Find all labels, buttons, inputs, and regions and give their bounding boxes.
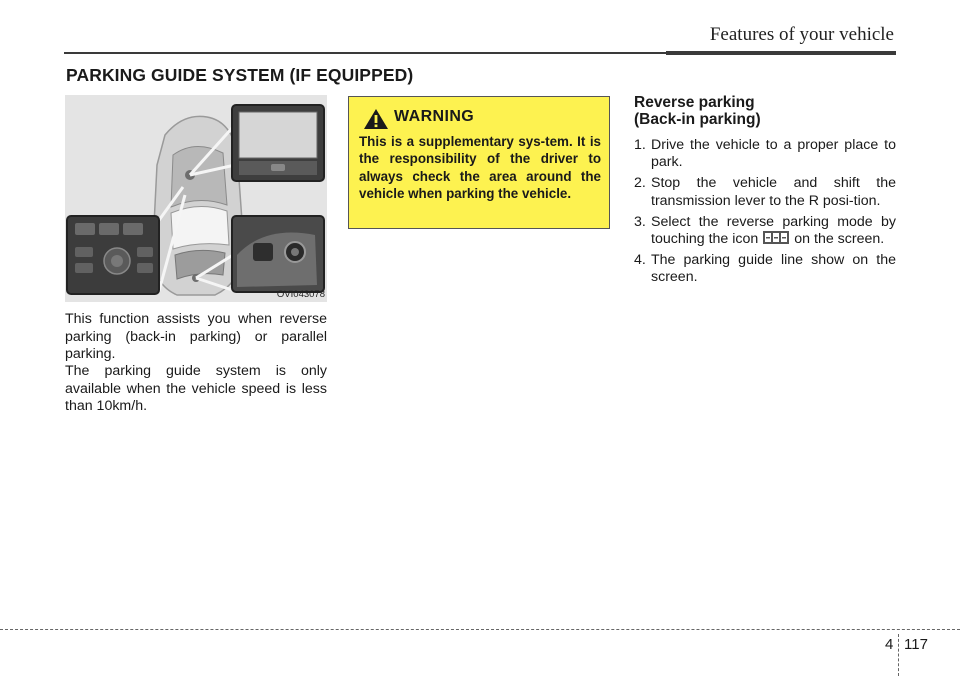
- step-text-before-icon: Select the reverse parking mode by touching the icon: [651, 213, 896, 248]
- reverse-parking-mode-icon: [763, 231, 789, 244]
- step-number: 1.: [634, 137, 646, 153]
- step-text: The parking guide line show on the screen.: [651, 252, 896, 286]
- step-item: [634, 214, 896, 248]
- running-header-title: Features of your vehicle: [709, 24, 894, 45]
- page-number: 117: [904, 636, 928, 653]
- step-text-after-icon: on the screen.: [794, 231, 885, 248]
- figure-code: OVI043078: [276, 289, 325, 300]
- intro-paragraph-2: The parking guide system is only available when the vehicle speed is less than 10km/h.: [65, 363, 327, 414]
- reverse-parking-title: [634, 94, 896, 128]
- step-number: 4.: [634, 252, 646, 269]
- step-text: Stop the vehicle and shift the transmission lever to the R posi-tion.: [651, 175, 896, 209]
- step-number: 3.: [634, 213, 646, 230]
- section-title: PARKING GUIDE SYSTEM (IF EQUIPPED): [66, 65, 414, 85]
- parking-guide-figure: [65, 95, 327, 302]
- intro-paragraph-1: This function assists you when reverse parking (back-in parking) or parallel parking.: [65, 311, 327, 362]
- step-item: [634, 252, 896, 286]
- step-item: [634, 175, 896, 209]
- reverse-parking-steps: [634, 137, 896, 291]
- header-rule: [64, 51, 896, 54]
- page-number-separator: [898, 634, 899, 676]
- warning-box: [348, 96, 610, 229]
- footer-rule: [0, 629, 960, 630]
- warning-text: This is a supplementary sys-tem. It is the responsibility of the driver to always check the area around the vehicle when parking the vehicle.: [359, 134, 601, 201]
- reverse-parking-title-line2: (Back-in parking): [634, 111, 761, 128]
- warning-label: WARNING: [394, 108, 475, 125]
- reverse-parking-title-line1: Reverse parking: [634, 94, 755, 111]
- page-section-number: 4: [885, 636, 894, 653]
- warning-triangle-icon: [363, 108, 389, 130]
- step-text: Drive the vehicle to a proper place to park.: [651, 137, 896, 171]
- step-item: [634, 137, 896, 171]
- car-illustration: [65, 95, 327, 302]
- step-number: 2.: [634, 175, 646, 192]
